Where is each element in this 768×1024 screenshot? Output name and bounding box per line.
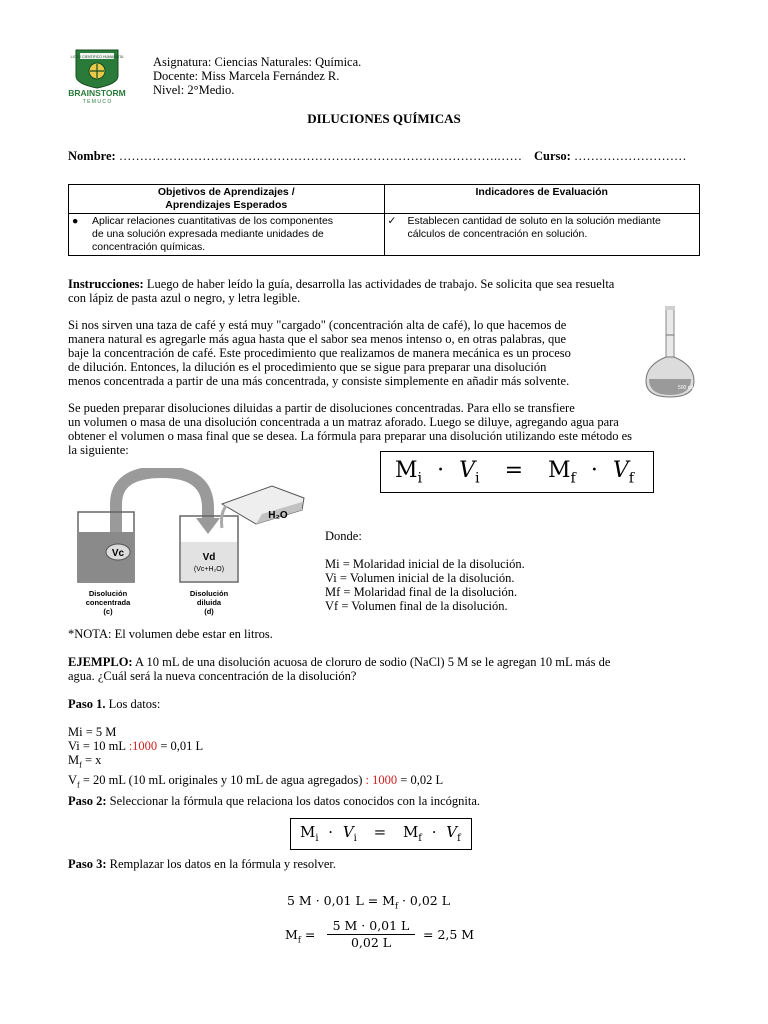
page-title: DILUCIONES QUÍMICAS [307,111,461,126]
formula-dot: · [431,823,437,841]
data-mi: Mi = 5 M [68,725,117,739]
step1-data [68,725,443,792]
formula-sub-i: i [417,470,423,487]
solution-result: = 2,5 M [423,927,475,942]
indicators-header: Indicadores de Evaluación [384,185,700,214]
example-line2: agua. ¿Cuál será la nueva concentración de la disolución? [68,669,357,683]
dilution-formula-box [380,451,654,493]
formula-sub-i: i [475,470,480,487]
paragraph1-line: Si nos sirven una taza de café y está muy "cargado" (concentración alta de café), lo que hacemos de [68,318,567,332]
indicator-line1: Establecen cantidad de soluto en la solución mediante [407,215,661,227]
right-caption-3: (d) [204,607,214,616]
formula-sub-i: i [353,833,357,844]
checkmark-icon: ✓ [387,215,397,227]
formula-sub-f: f [570,470,576,487]
left-caption-2: concentrada [85,598,131,607]
step1-heading [68,697,160,711]
paragraph1-line: baje la concentración de café. Este procedimiento que realizamos de manera mecánica es un proceso [68,346,571,360]
formula-dot: · [590,458,598,483]
indicator-cell [384,214,700,256]
data-vi-b: = 0,01 L [157,739,204,753]
paragraph1-line: menos concentrada a partir de una más concentrada, y consiste simplemente en añadir más solvente. [68,374,570,388]
left-caption-1: Disolución [88,589,128,598]
school-logo [66,48,128,104]
step2-text: Seleccionar la fórmula que relaciona los datos conocidos con la incógnita. [106,794,481,808]
where-definitions [325,557,525,613]
instructions-label: Instrucciones: [68,277,144,291]
formula-sub-f: f [628,470,635,487]
formula-dot: · [437,458,445,483]
data-vi-divisor: :1000 [128,739,158,753]
formula-dot: · [328,823,334,841]
solution-mf-sub: f [297,934,301,945]
small-formula-box [290,818,472,850]
course-field[interactable] [534,149,686,163]
formula-vf: V [446,823,458,841]
formula-equals: = [373,823,387,841]
objectives-header-line1: Objetivos de Aprendizajes / [157,186,295,198]
solution-line1-b: · 0,02 L [398,893,451,908]
dilution-diagram [72,468,308,626]
paragraph2-line: la siguiente: [68,443,129,457]
data-vf [68,773,443,793]
step2-label: Paso 2: [68,794,107,808]
data-vi [68,739,443,753]
level-line: Nivel: 2°Medio. [153,83,235,97]
solution-line1-sub: f [394,900,398,911]
logo-brand-text: BRAINSTORM [68,88,126,98]
def-mi: Mi = Molaridad inicial de la disolución. [325,557,525,571]
formula-equals: = [504,458,524,483]
formula-sub-i: i [315,833,319,844]
data-vf-divisor: : 1000 [365,772,398,787]
paragraph2-line: Se pueden preparar disoluciones diluidas a partir de disoluciones concentradas. Para ello se transfiere [68,401,575,415]
name-dots: ……………………………………………………………………………….…… [118,149,522,163]
instructions-line2: con lápiz de pasta azul o negro, y letra legible. [68,291,301,305]
formula-sub-f: f [418,833,422,844]
solution-denominator: 0,02 L [350,935,392,950]
logo-top-text: LICEO CIENTIFICO HUMANISTA [70,55,124,59]
right-caption-2: diluida [196,598,222,607]
bullet-icon: ● [72,215,79,227]
formula-vi: V [459,458,475,483]
objective-line3: concentración químicas. [92,241,206,253]
step3 [68,857,336,871]
formula-mf: M [402,823,419,841]
step2 [68,794,480,808]
objectives-header [69,185,385,214]
objectives-header-line2: Aprendizajes Esperados [165,199,288,211]
flask-label: 500 mL [678,385,695,391]
data-mf-sub: f [79,760,82,770]
teacher-line: Docente: Miss Marcela Fernández R. [153,69,340,83]
data-vf-a: V [68,772,78,787]
vd-sub-label: (Vc+H₂O) [193,566,225,573]
def-vi: Vi = Volumen inicial de la disolución. [325,571,515,585]
instructions-line1: Luego de haber leído la guía, desarrolla las actividades de trabajo. Se solicita que sea resuelta [143,277,615,291]
water-label: H₂O [268,510,288,521]
instructions [68,277,614,305]
solution-line1 [287,893,450,911]
example-line1: A 10 mL de una disolución acuosa de cloruro de sodio (NaCl) 5 M se le agregan 10 mL más de [132,655,611,669]
solution-line2 [285,918,505,952]
where-label: Donde: [325,529,362,543]
logo-city-text: T E M U C O [82,99,112,104]
volumetric-flask-image [640,305,700,400]
data-vf-b: = 20 mL (10 mL originales y 10 mL de agua agregados) [79,772,366,787]
table-row [69,214,700,256]
paragraph2-line: obtener el volumen o masa final que se desea. La fórmula para preparar una disolución utilizando este método es [68,429,633,443]
table-header-row [69,185,700,214]
formula-mi: M [395,458,418,483]
step3-label: Paso 3: [68,857,107,871]
objective-cell [69,214,385,256]
solution-numerator: 5 M · 0,01 L [327,918,415,935]
step1-text: Los datos: [105,697,161,711]
paragraph-dilution [68,401,632,457]
data-vf-c: = 0,02 L [397,772,444,787]
formula-mi: M [300,823,316,841]
step1-label: Paso 1. [68,697,106,711]
objective-line1: Aplicar relaciones cuantitativas de los componentes [92,215,334,227]
formula-vi: V [342,823,354,841]
solution-equals: = [304,927,316,942]
course-dots: ……………………… [573,149,687,163]
step3-text: Remplazar los datos en la fórmula y resolver. [106,857,336,871]
paragraph-coffee [68,318,571,388]
paragraph2-line: un volumen o masa de una disolución concentrada a un matraz aforado. Luego se diluye, agregando agua para [68,415,619,429]
formula-sub-f: f [457,833,461,844]
left-caption-3: (c) [103,607,113,616]
solution-line1-a: 5 M · 0,01 L = M [287,893,395,908]
header-info [153,55,361,97]
def-mf: Mf = Molaridad final de la disolución. [325,585,518,599]
formula-mf: M [548,458,571,483]
course-label: Curso: [534,149,571,163]
vd-label: Vd [202,552,216,563]
subject-line: Asignatura: Ciencias Naturales: Química. [153,55,362,69]
note: *NOTA: El volumen debe estar en litros. [68,627,273,641]
objective-line2: de una solución expresada mediante unidades de [92,228,324,240]
data-vf-sub: f [77,780,80,789]
example [68,655,610,683]
name-label: Nombre: [68,149,116,163]
formula-vf: V [612,458,629,483]
def-vf: Vf = Volumen final de la disolución. [325,599,508,613]
vc-label: Vc [111,548,125,559]
data-mf-b: = x [81,753,102,767]
paragraph1-line: manera natural es agregarle más agua hasta que el sabor sea menos intenso o, en otras palabras, que [68,332,567,346]
data-vi-a: Vi = 10 mL [68,739,129,753]
right-caption-1: Disolución [189,589,229,598]
indicator-line2: cálculos de concentración en solución. [407,228,588,240]
data-mf [68,753,443,773]
data-mf-a: M [68,753,80,767]
name-field[interactable] [68,149,522,163]
paragraph1-line: de dilución. Entonces, la dilución es el procedimiento que se sigue para preparar una disolución [68,360,547,374]
example-label: EJEMPLO: [68,655,133,669]
objectives-table [68,184,700,256]
solution-mf: M [285,927,298,942]
